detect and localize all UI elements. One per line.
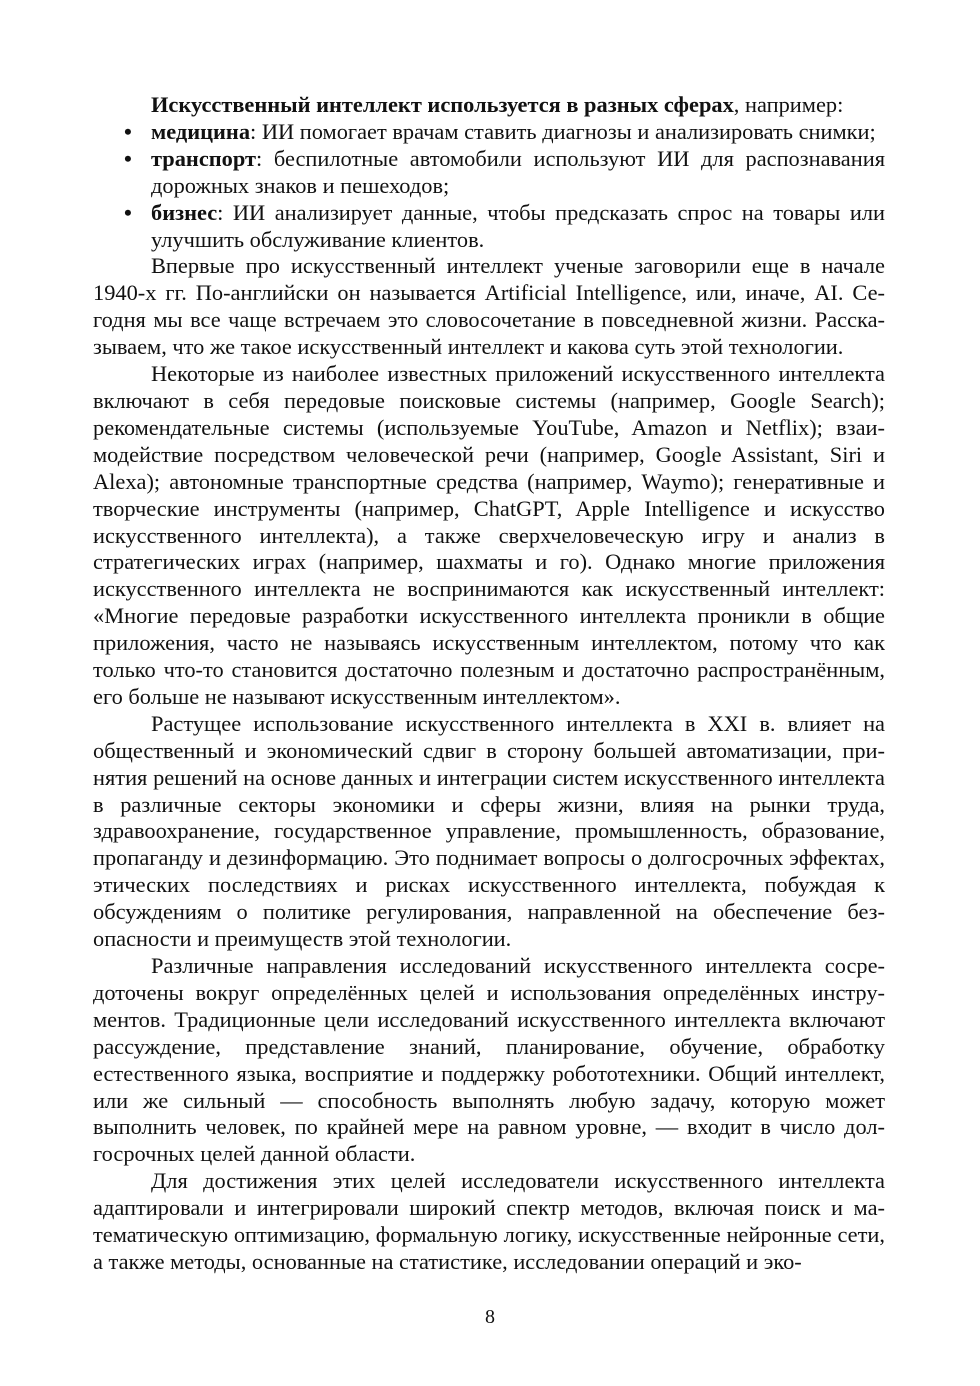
list-item bbox=[93, 146, 885, 200]
paragraph-research-goals: Различные направления исследований искусственного интеллекта сосредоточены вокруг определённых целей и использования определённых инструментов. Традиционные цели исследований искусственного интеллекта включают рассуждение, представление знаний, планирование, обучение, обработку естественного языка, восприятие и поддержку робототехники. Общий интеллект, или же сильный — способность выполнять любую задачу, которую может выполнить человек, по крайней мере на равном уровне, — входит в число долгосрочных целей данной области. bbox=[93, 953, 885, 1167]
bullet-term: бизнес bbox=[151, 199, 218, 225]
bullet-text: : ИИ анализирует данные, чтобы предсказать спрос на товары или улучшить обслуживание клиентов. bbox=[151, 199, 885, 252]
list-item bbox=[93, 119, 885, 146]
page-number: 8 bbox=[485, 1306, 495, 1328]
bullet-text: : беспилотные автомобили используют ИИ для распознавания дорожных знаков и пешеходов; bbox=[151, 145, 885, 198]
page-body bbox=[93, 92, 885, 1276]
bullet-term: транспорт bbox=[151, 145, 257, 171]
bullet-icon: • bbox=[124, 145, 132, 171]
bullet-list bbox=[93, 119, 885, 254]
bullet-icon: • bbox=[124, 199, 132, 225]
paragraph-impact: Растущее использование искусственного интеллекта в XXI в. влияет на общественный и экономический сдвиг в сторону большей автоматизации, принятия решений на основе данных и интеграции систем искусственного интеллекта в различные секторы экономики и сферы жизни, влияя на рынки труда, здравоохранение, государственное управление, промышленность, образование, пропаганду и дезинформацию. Это поднимает вопросы о долгосрочных эффектах, этических последствиях и рисках искусственного интеллекта, побуждая к обсуждениям о политике регулирования, направленной на обеспечение безопасности и преимуществ этой технологии. bbox=[93, 710, 885, 952]
paragraph-history: Впервые про искусственный интеллект ученые заговорили еще в начале 1940-х гг. По-английски он называется Artificial Intelligence, или, иначе, AI. Сегодня мы все чаще встречаем это словосочетание в повседневной жизни. Рассказываем, что же такое искусственный интеллект и какова суть этой технологии. bbox=[93, 253, 885, 360]
intro-rest: , например: bbox=[733, 92, 844, 117]
list-item bbox=[93, 200, 885, 254]
bullet-term: медицина bbox=[151, 118, 251, 144]
paragraph-applications: Некоторые из наиболее известных приложений искусственного интеллекта включают в себя передовые поисковые системы (например, Google Search); рекомендательные системы (используемые YouTube, Amazon и Netflix); взаимодействие посредством человеческой речи (например, Google Assistant, Siri и Alexa); автономные транспортные средства (например, Waymo); генеративные и творческие инструменты (например, ChatGPT, Apple Intelligence и искусство искусственного интеллекта), а также сверхчеловеческую игру и анализ в стратегических играх (например, шахматы и го). Однако многие приложения искусственного интеллекта не воспринимаются как искусственный интеллект: «Многие передовые разработки искусственного интеллекта проникли в общие приложения, часто не называясь искусственным интеллектом, потому что как только что-то становится достаточно полезным и достаточно распространённым, его больше не называют искусственным интеллектом». bbox=[93, 361, 885, 709]
intro-line bbox=[93, 92, 885, 119]
intro-bold: Искусственный интеллект используется в разных сферах bbox=[151, 92, 734, 117]
bullet-icon: • bbox=[124, 118, 132, 144]
paragraph-methods: Для достижения этих целей исследователи искусственного интеллекта адаптировали и интегрировали широкий спектр методов, включая поиск и математическую оптимизацию, формальную логику, искусственные нейронные сети, а также методы, основанные на статистике, исследовании операций и эко- bbox=[93, 1168, 885, 1274]
bullet-text: : ИИ помогает врачам ставить диагнозы и анализировать снимки; bbox=[250, 118, 876, 144]
